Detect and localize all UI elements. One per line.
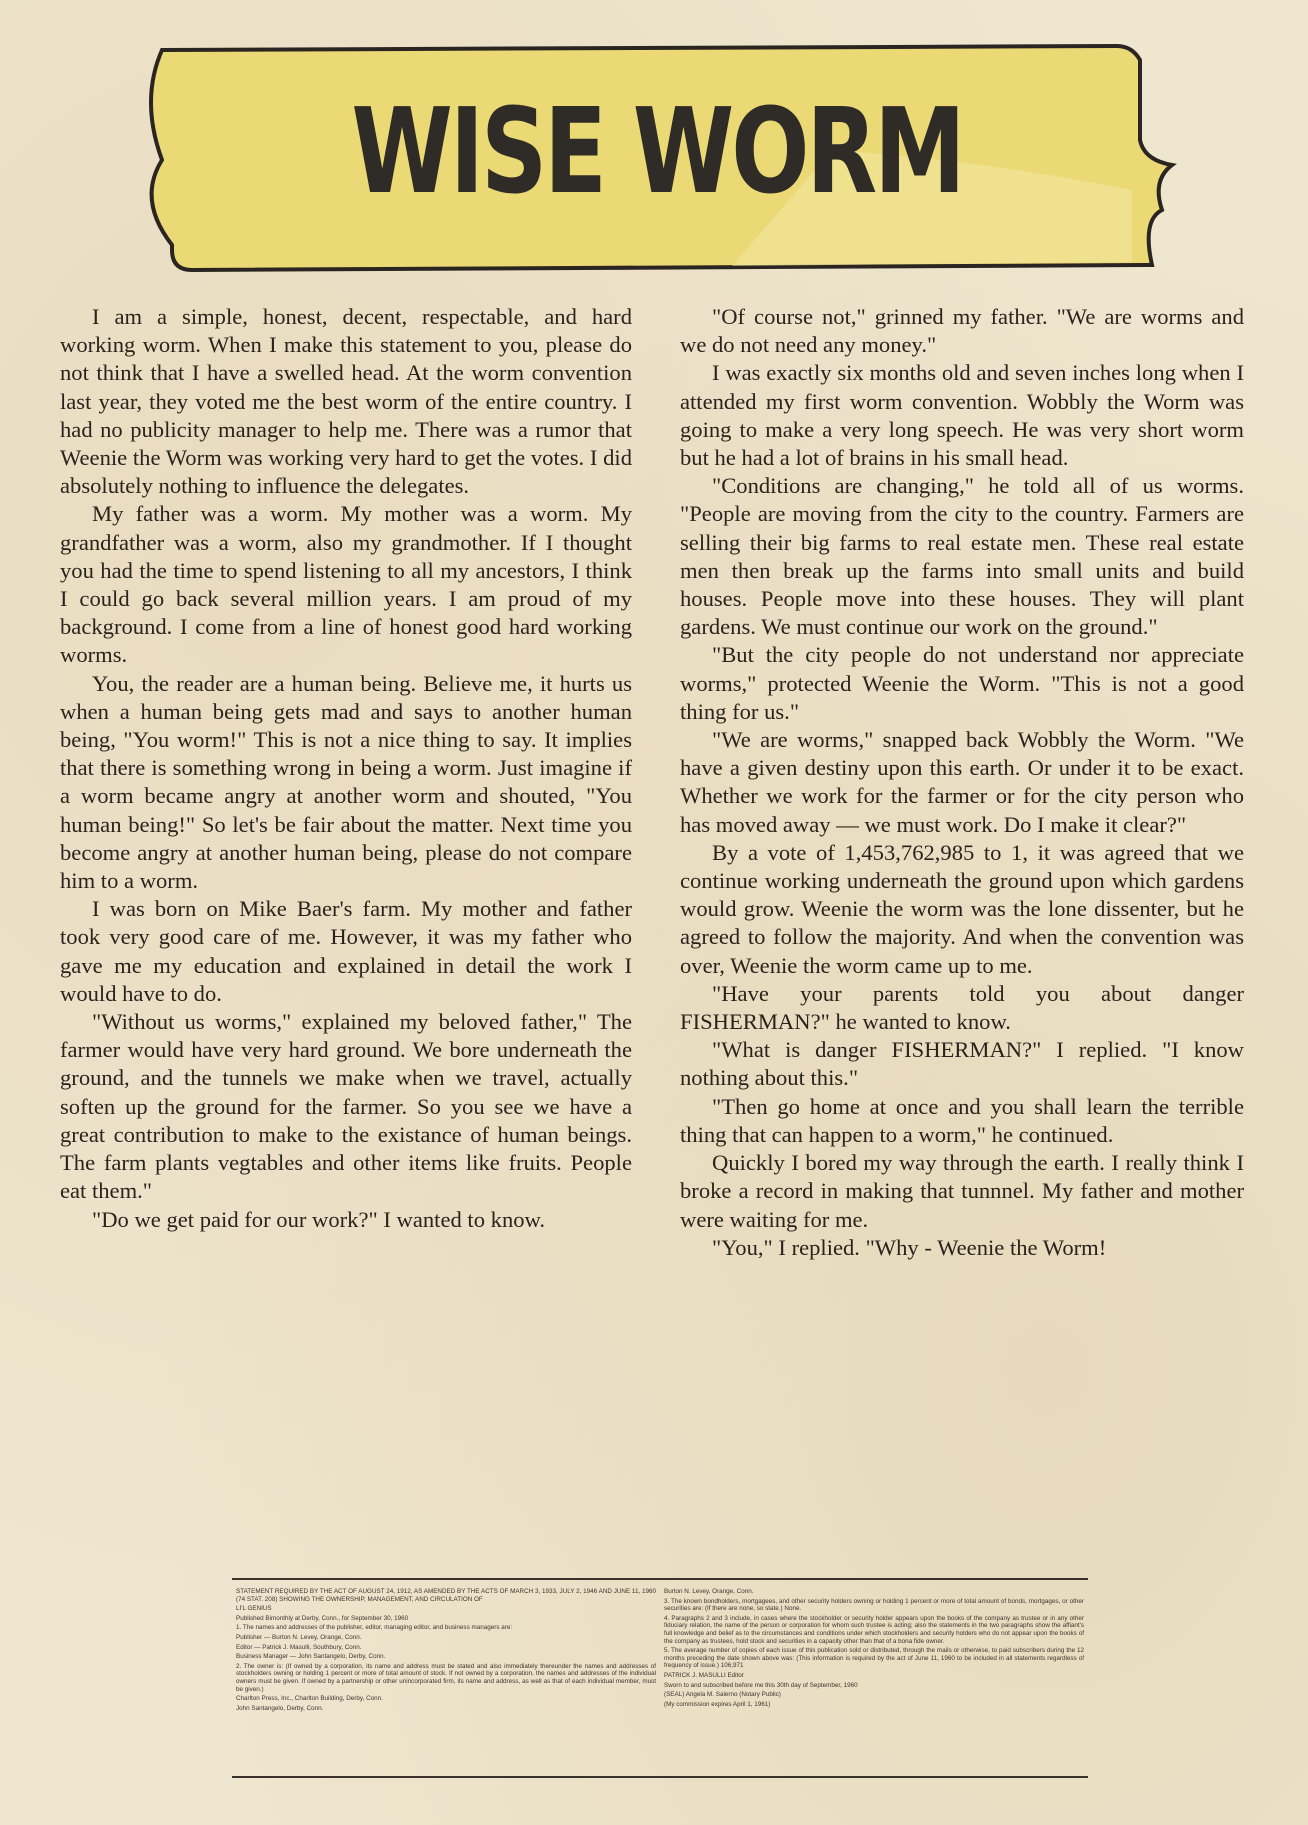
statement-line: Charlton Press, Inc., Charlton Building, Derby, Conn. [236,1695,383,1703]
title-banner [132,40,1182,275]
paragraph: "But the city people do not understand nor appreciate worms," protected Weenie the Worm. "This is not a good thing for us." [680,642,1244,724]
statement-line: Editor — Patrick J. Masulli, Southbury, Conn. [236,1643,362,1651]
statement-line: Sworn to and subscribed before me this 30th day of September, 1960 [664,1681,858,1689]
right-column [680,303,1244,1262]
statement-line: Published Bimonthly at Derby, Conn., for September 30, 1960 [236,1614,409,1622]
statement-line: John Santangelo, Derby, Conn. [236,1704,324,1712]
paragraph: You, the reader are a human being. Believe me, it hurts us when a human being gets mad and says to another human being, "You worm!" This is not a nice thing to say. It implies that there is something wrong in being a worm. Just imagine if a worm became angry at another worm and shouted, "You human being!" So let's be fair about the matter. Next time you become angry at another human being, please do not compare him to a worm. [60,670,632,894]
paragraph: I was exactly six months old and seven inches long when I attended my first worm convention. Wobbly the Worm was going to make a very long speech. He was very short worm but he had a lot of brains in his small head. [680,360,1244,471]
statement-line: Burton N. Levey, Orange, Conn. [664,1588,754,1595]
statement-line: 5. The average number of copies of each issue of this publication sold or distributed, through the mails or otherwise, to paid subscribers during the 12 months preceding the date shown above was: (This information is required by the act of June 11, 1960 to be included in all statements regardless of frequency of issue.) 106,971 [664,1647,1084,1670]
paragraph: "You," I replied. "Why - Weenie the Worm! [712,1234,1107,1260]
paragraph: "Conditions are changing," he told all of us worms. "People are moving from the city to the country. Farmers are selling their big farms to real estate men. These real estate men then break up the farms into small units and build houses. People move into these houses. They will plant gardens. We must continue our work on the ground." [680,473,1244,640]
statement-line: LI'L GENIUS [236,1605,272,1613]
statement-line: Publisher — Burton N. Levey, Orange, Conn. [236,1633,362,1641]
statement-line: 3. The known bondholders, mortgagees, and other security holders owning or holding 1 percent or more of total amount of bonds, mortgages, or other securities are: (If there are none, so state.) None. [664,1597,1084,1613]
statement-line: STATEMENT REQUIRED BY THE ACT OF AUGUST 24, 1912, AS AMENDED BY THE ACTS OF MARCH 3, 1933, JULY 2, 1946 AND JUNE 11, 1960 (74 STAT. 208) SHOWING THE OWNERSHIP, MANAGEMENT, AND CIRCULATION OF [236,1588,656,1603]
paragraph: "Then go home at once and you shall learn the terrible thing that can happen to a worm," he continued. [680,1093,1244,1147]
paragraph: "Have your parents told you about danger FISHERMAN?" he wanted to know. [680,980,1244,1035]
paragraph: Quickly I bored my way through the earth. I really think I broke a record in making that tunnnel. My father and mother were waiting for me. [680,1150,1244,1232]
paragraph: I am a simple, honest, decent, respectable, and hard working worm. When I make this statement to you, please do not think that I have a swelled head. At the worm convention last year, they voted me the best worm of the entire country. I had no publicity manager to help me. There was a rumor that Weenie the Worm was working very hard to get the votes. I did absolutely nothing to influence the delegates. [60,304,632,499]
left-column [60,303,632,1234]
paragraph: "Do we get paid for our work?" I wanted to know. [92,1206,546,1232]
statement-right-column [664,1588,1084,1710]
page-title: WISE WORM [351,82,963,220]
statement-line: 1. The names and addresses of the publisher, editor, managing editor, and business managers are: [236,1624,513,1632]
statement-left-column [236,1588,656,1714]
paragraph: I was born on Mike Baer's farm. My mother and father took very good care of me. However, it was my father who gave me my education and explained in detail the work I would have to do. [60,896,632,1006]
statement-line: Business Manager — John Santangelo, Derby, Conn. [236,1653,386,1661]
paragraph: By a vote of 1,453,762,985 to 1, it was agreed that we continue working underneath the ground upon which gardens would grow. Weenie the worm was the lone dissenter, but he agreed to follow the majority. And when the convention was over, Weenie the worm came up to me. [680,839,1244,978]
paragraph: "Of course not," grinned my father. "We are worms and we do not need any money." [680,304,1244,358]
statement-line: (My commission expires April 1, 1961) [664,1700,771,1708]
statement-line: PATRICK J. MASULLI Editor [664,1671,744,1679]
paragraph: "What is danger FISHERMAN?" I replied. "I know nothing about this." [680,1037,1244,1091]
paragraph: "We are worms," snapped back Wobbly the Worm. "We have a given destiny upon this earth. Or under it to be exact. Whether we work for the farmer or for the city person who has moved away — we must work. Do I make it clear?" [680,727,1244,837]
statement-line: 2. The owner is: (If owned by a corporation, its name and address must be stated and also immediately thereunder the names and addresses of stockholders owning or holding 1 percent or more of total amount of stock. If not owned by a corporation, the names and addresses of the individual owners must be given. If owned by a partnership or other unincorporated firm, its name and address, as well as that of each individual member, must be given.) [236,1662,656,1693]
paragraph: My father was a worm. My mother was a worm. My grandfather was a worm, also my grandmother. If I thought you had the time to spend listening to all my ancestors, I think I could go back several million years. I am proud of my background. I come from a line of honest good hard working worms. [60,501,632,668]
paragraph: "Without us worms," explained my beloved father," The farmer would have very hard ground. We bore underneath the ground, and the tunnels we make when we travel, actually soften up the ground for the farmer. So you see we have a great contribution to make to the existance of human beings. The farm plants vegtables and other items like fruits. People eat them." [60,1009,632,1204]
ownership-statement [232,1578,1088,1778]
statement-line: (SEAL) Angela M. Salerno (Notary Public) [664,1691,781,1699]
statement-line: 4. Paragraphs 2 and 3 include, in cases where the stockholder or security holder appears upon the books of the company as trustee or in any other fiduciary relation, the name of the person or corporation for whom such trustee is acting; also the statements in the two paragraphs show the affiant's full knowledge and belief as to the circumstances and conditions under which stockholders and security holders who do not appear upon the books of the company as trustees, hold stock and securities in a capacity other than that of a bona fide owner. [664,1614,1084,1645]
